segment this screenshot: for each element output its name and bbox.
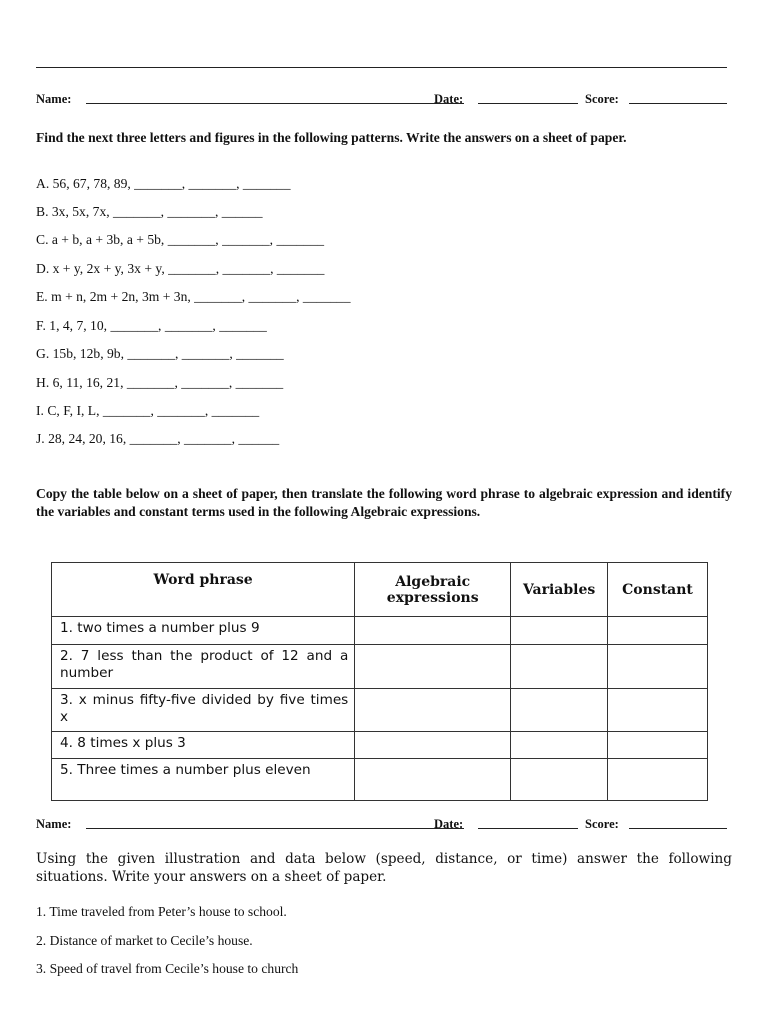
constant-cell[interactable] <box>608 732 708 759</box>
date-label: Date: <box>434 817 464 831</box>
pattern-item: B. 3x, 5x, 7x, _______, _______, ______ <box>36 204 263 219</box>
pattern-item: H. 6, 11, 16, 21, _______, _______, _______ <box>36 375 284 390</box>
table-row <box>52 689 708 732</box>
student-info-row <box>36 817 728 833</box>
pattern-item: D. x + y, 2x + y, 3x + y, _______, _______, _______ <box>36 261 325 276</box>
pattern-item: I. C, F, I, L, _______, _______, _______ <box>36 403 260 418</box>
table-instructions: Copy the table below on a sheet of paper, then translate the following word phrase to algebraic expression and identify the variables and constant terms used in the following Algebraic expressions. <box>36 486 732 519</box>
pattern-item: J. 28, 24, 20, 16, _______, _______, ______ <box>36 431 280 446</box>
algebraic-expression-cell[interactable] <box>355 645 511 689</box>
word-phrase-cell: 2. 7 less than the product of 12 and a number <box>52 645 355 689</box>
pattern-item: C. a + b, a + 3b, a + 5b, _______, _______, _______ <box>36 232 325 247</box>
variables-cell[interactable] <box>511 759 608 801</box>
variables-cell[interactable] <box>511 645 608 689</box>
algebraic-expression-cell[interactable] <box>355 617 511 645</box>
word-phrase-cell: 3. x minus fifty-five divided by five times x <box>52 689 355 732</box>
algebraic-expression-cell[interactable] <box>355 759 511 801</box>
date-blank[interactable] <box>478 103 578 104</box>
variables-cell[interactable] <box>511 732 608 759</box>
header-constant: Constant <box>608 563 708 617</box>
word-phrase-cell: 4. 8 times x plus 3 <box>52 732 355 759</box>
situation-item: 1. Time traveled from Peter’s house to school. <box>36 904 287 919</box>
name-blank[interactable] <box>86 103 464 104</box>
word-phrase-cell: 1. two times a number plus 9 <box>52 617 355 645</box>
date-blank[interactable] <box>478 828 578 829</box>
table-row <box>52 759 708 801</box>
student-info-row <box>36 92 728 108</box>
score-label: Score: <box>585 92 619 106</box>
pattern-item: A. 56, 67, 78, 89, _______, _______, _______ <box>36 176 291 191</box>
pattern-item: G. 15b, 12b, 9b, _______, _______, _______ <box>36 346 284 361</box>
variables-cell[interactable] <box>511 689 608 732</box>
constant-cell[interactable] <box>608 759 708 801</box>
word-phrase-cell: 5. Three times a number plus eleven <box>52 759 355 801</box>
table-row <box>52 617 708 645</box>
word-phrase-table <box>51 562 708 801</box>
table-row <box>52 645 708 689</box>
top-rule <box>36 67 727 68</box>
table-header-row <box>52 563 708 617</box>
name-blank[interactable] <box>86 828 464 829</box>
table-row <box>52 732 708 759</box>
variables-cell[interactable] <box>511 617 608 645</box>
situation-instructions: Using the given illustration and data below (speed, distance, or time) answer the following situations. Write your answers on a sheet of paper. <box>36 851 732 885</box>
pattern-item: E. m + n, 2m + 2n, 3m + 3n, _______, _______, _______ <box>36 289 351 304</box>
score-blank[interactable] <box>629 828 727 829</box>
score-label: Score: <box>585 817 619 831</box>
header-variables: Variables <box>511 563 608 617</box>
algebraic-expression-cell[interactable] <box>355 732 511 759</box>
situation-item: 3. Speed of travel from Cecile’s house to church <box>36 961 299 976</box>
date-label: Date: <box>434 92 464 106</box>
name-label: Name: <box>36 92 72 106</box>
pattern-instructions: Find the next three letters and figures in the following patterns. Write the answers on a sheet of paper. <box>36 130 627 145</box>
score-blank[interactable] <box>629 103 727 104</box>
constant-cell[interactable] <box>608 689 708 732</box>
situation-item: 2. Distance of market to Cecile’s house. <box>36 933 253 948</box>
constant-cell[interactable] <box>608 645 708 689</box>
constant-cell[interactable] <box>608 617 708 645</box>
header-algebraic-expressions: Algebraic expressions <box>355 563 511 617</box>
algebraic-expression-cell[interactable] <box>355 689 511 732</box>
name-label: Name: <box>36 817 72 831</box>
header-word-phrase: Word phrase <box>52 563 355 617</box>
pattern-item: F. 1, 4, 7, 10, _______, _______, _______ <box>36 318 267 333</box>
